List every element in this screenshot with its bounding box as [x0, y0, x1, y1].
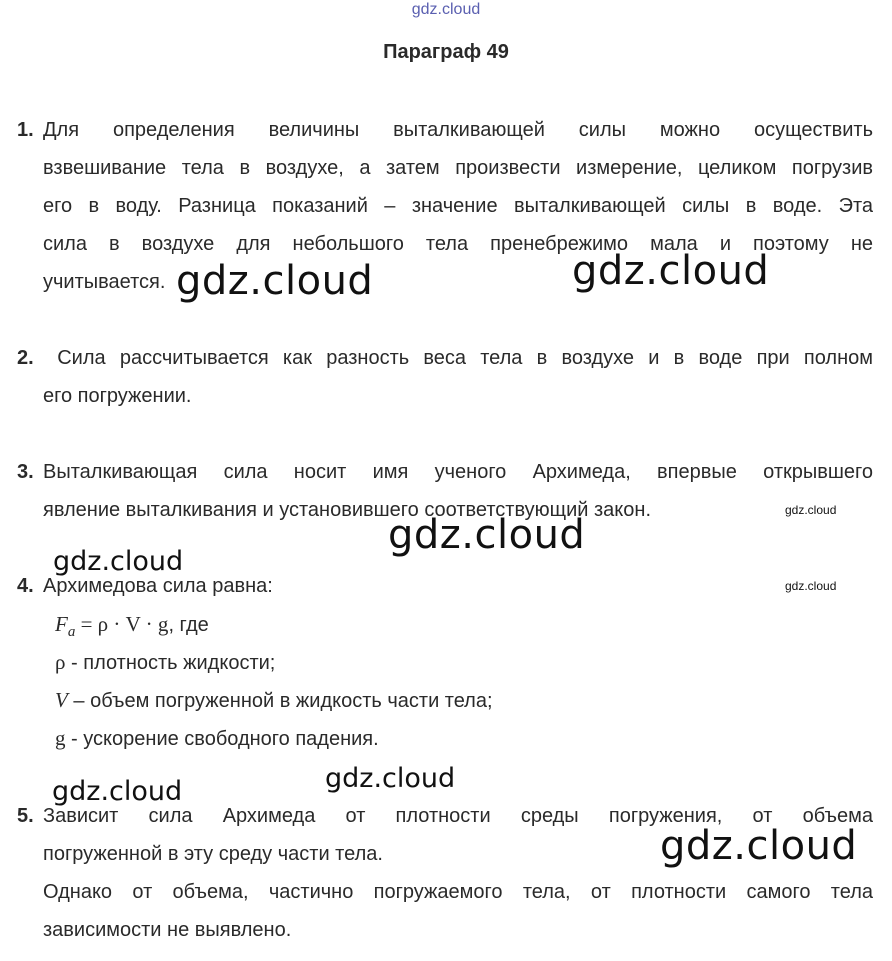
watermark: gdz.cloud	[53, 546, 184, 577]
watermark: gdz.cloud	[325, 763, 456, 794]
definition-line	[55, 681, 873, 719]
text-line: зависимости не выявлено.	[43, 919, 292, 941]
definition-symbol: g	[55, 726, 66, 750]
formula-tail: , где	[168, 614, 209, 636]
text-line: учитывается.	[43, 271, 166, 293]
definition-line	[55, 643, 873, 681]
page-title: Параграф 49	[383, 41, 509, 63]
item-number: 4.	[17, 575, 34, 597]
item-text	[43, 339, 873, 415]
text-line: Для определения величины выталкивающей силы можно осуществить	[43, 119, 873, 141]
text-line: погруженной в эту среду части тела.	[43, 843, 383, 865]
definition-text: - плотность жидкости;	[65, 652, 276, 674]
watermark: gdz.cloud	[52, 776, 183, 807]
text-line: взвешивание тела в воздухе, а затем произвести измерение, целиком погрузив	[43, 157, 873, 179]
text-line: Выталкивающая сила носит имя ученого Архимеда, впервые открывшего	[43, 461, 873, 483]
watermark-small: gdz.cloud	[785, 579, 837, 593]
watermark: gdz.cloud	[572, 248, 770, 294]
formula-rhs: = ρ · V · g	[75, 612, 169, 636]
text-line: Сила рассчитывается как разность веса тела в воздухе и в воде при полном	[43, 347, 873, 369]
definition-text: – объем погруженной в жидкость части тела;	[67, 690, 493, 712]
watermark: gdz.cloud	[660, 823, 858, 869]
item-number: 5.	[17, 805, 34, 827]
item-number: 3.	[17, 461, 34, 483]
text-line: его в воду. Разница показаний – значение выталкивающей силы в воде. Эта	[43, 195, 873, 217]
definition-line	[55, 719, 873, 757]
text-line: Архимедова сила равна:	[43, 575, 273, 597]
item-number: 1.	[17, 119, 34, 141]
definition-symbol: ρ	[55, 650, 66, 674]
text-line: сила в воздухе для небольшого тела пренебрежимо мала и поэтому не	[43, 233, 873, 255]
formula	[55, 605, 873, 643]
text-line: явление выталкивания и установившего соответствующий закон.	[43, 499, 651, 521]
watermark-small: gdz.cloud	[785, 503, 837, 517]
text-line: его погружении.	[43, 385, 192, 407]
watermark: gdz.cloud	[388, 512, 586, 558]
item-text	[43, 797, 873, 949]
formula-subscript: a	[67, 624, 76, 640]
definition-symbol: V	[55, 688, 68, 712]
site-watermark-top: gdz.cloud	[411, 1, 481, 18]
definition-text: - ускорение свободного падения.	[65, 728, 379, 750]
text-line: Зависит сила Архимеда от плотности среды погружения, от объема	[43, 805, 873, 827]
formula-lhs: F	[55, 612, 68, 636]
text-line: Однако от объема, частично погружаемого тела, от плотности самого тела	[43, 881, 873, 903]
item-text	[43, 567, 873, 757]
watermark: gdz.cloud	[176, 258, 374, 304]
item-number: 2.	[17, 347, 34, 369]
